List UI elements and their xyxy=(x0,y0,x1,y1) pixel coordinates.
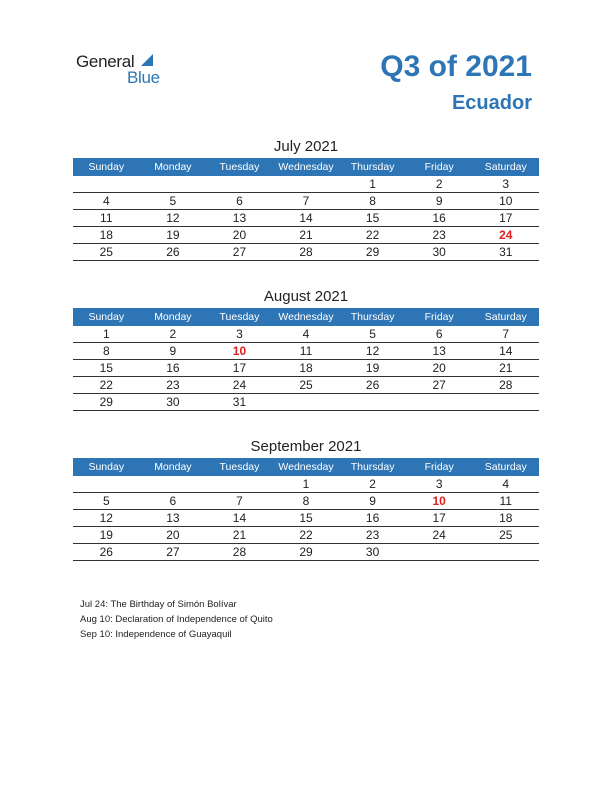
week-row xyxy=(73,510,539,527)
month-calendar-september xyxy=(73,436,539,561)
day-cell xyxy=(406,394,473,410)
day-cell: 27 xyxy=(432,378,446,392)
day-cell: 11 xyxy=(299,344,313,358)
month-calendar-august xyxy=(73,286,539,411)
day-cell: 12 xyxy=(99,511,113,525)
weekday-label: Sunday xyxy=(88,161,125,173)
day-cell: 13 xyxy=(232,211,247,225)
day-cell xyxy=(472,544,539,560)
day-cell: 18 xyxy=(99,228,113,242)
day-cell: 9 xyxy=(169,344,177,358)
week-row xyxy=(73,244,539,261)
day-cell: 25 xyxy=(99,245,113,259)
day-cell: 25 xyxy=(299,378,313,392)
day-cell: 7 xyxy=(502,327,510,341)
logo-blue-text: Blue xyxy=(127,68,160,87)
day-cell: 28 xyxy=(499,378,513,392)
day-cell: 7 xyxy=(236,494,243,508)
day-cell: 2 xyxy=(435,177,443,191)
day-cell: 13 xyxy=(432,344,446,358)
weekday-label: Thursday xyxy=(350,311,395,323)
weekday-label: Monday xyxy=(154,161,192,173)
weekday-label: Monday xyxy=(154,311,192,323)
day-cell: 28 xyxy=(299,245,313,259)
day-cell: 3 xyxy=(502,177,510,191)
day-cell: 13 xyxy=(166,511,180,525)
day-cell xyxy=(339,394,406,410)
weekday-label: Tuesday xyxy=(219,161,260,173)
day-cell: 5 xyxy=(369,327,376,341)
day-cell: 1 xyxy=(102,327,110,341)
day-cell: 29 xyxy=(365,245,380,259)
weekday-label: Wednesday xyxy=(278,311,334,323)
weekday-label: Thursday xyxy=(350,161,395,173)
day-cell: 2 xyxy=(169,327,177,341)
day-cell: 4 xyxy=(502,477,510,491)
day-cell: 22 xyxy=(299,528,313,542)
day-cell: 22 xyxy=(99,378,113,392)
logo-general-text: General xyxy=(76,52,135,71)
day-cell: 6 xyxy=(435,327,443,341)
page-title: Q3 of 2021 xyxy=(380,50,532,83)
day-cell xyxy=(472,394,539,410)
day-cell: 16 xyxy=(432,211,446,225)
day-cell: 15 xyxy=(99,361,113,375)
holiday-day-cell: 10 xyxy=(232,344,247,358)
day-cell xyxy=(273,394,340,410)
week-row xyxy=(73,377,539,394)
weekday-label: Sunday xyxy=(88,461,125,473)
day-cell: 26 xyxy=(365,378,380,392)
day-cell xyxy=(140,476,207,492)
day-cell: 23 xyxy=(432,228,446,242)
day-cell: 17 xyxy=(432,511,446,525)
day-cell: 4 xyxy=(302,327,310,341)
day-cell: 6 xyxy=(236,194,243,208)
holiday-day-cell: 10 xyxy=(432,494,446,508)
weekday-header xyxy=(73,158,539,176)
day-cell: 11 xyxy=(499,494,512,508)
day-cell: 3 xyxy=(236,327,243,341)
day-cell: 22 xyxy=(365,228,380,242)
weekday-label: Friday xyxy=(424,311,454,323)
day-cell: 9 xyxy=(435,194,443,208)
week-row xyxy=(73,343,539,360)
day-cell: 29 xyxy=(99,395,113,409)
day-cell: 24 xyxy=(232,378,247,392)
day-cell xyxy=(273,176,340,192)
day-cell: 5 xyxy=(169,194,177,208)
week-row xyxy=(73,544,539,561)
day-cell: 31 xyxy=(232,395,247,409)
week-row xyxy=(73,476,539,493)
day-cell: 26 xyxy=(166,245,180,259)
week-row xyxy=(73,227,539,244)
day-cell: 24 xyxy=(432,528,446,542)
month-title: July 2021 xyxy=(273,138,339,155)
day-cell: 29 xyxy=(299,545,313,559)
day-cell: 20 xyxy=(166,528,180,542)
weekday-label: Friday xyxy=(424,461,454,473)
day-cell: 7 xyxy=(302,194,310,208)
holiday-note: Sep 10: Independence of Guayaquil xyxy=(80,629,232,640)
week-row xyxy=(73,326,539,343)
day-cell: 5 xyxy=(102,494,110,508)
day-cell: 2 xyxy=(369,477,376,491)
day-cell: 14 xyxy=(299,211,313,225)
week-row xyxy=(73,394,539,411)
day-cell: 19 xyxy=(166,228,180,242)
generalblue-logo xyxy=(76,52,176,88)
holiday-notes xyxy=(80,597,273,642)
day-cell: 17 xyxy=(232,361,247,375)
day-cell: 20 xyxy=(432,361,446,375)
day-cell: 18 xyxy=(299,361,313,375)
holiday-note: Jul 24: The Birthday of Simón Bolívar xyxy=(80,599,237,610)
country-name: Ecuador xyxy=(451,92,532,114)
day-cell: 26 xyxy=(99,545,113,559)
day-cell xyxy=(140,176,207,192)
day-cell: 21 xyxy=(232,528,247,542)
day-cell: 17 xyxy=(499,211,513,225)
month-title: September 2021 xyxy=(250,438,362,455)
weekday-label: Sunday xyxy=(88,311,125,323)
day-cell: 1 xyxy=(369,177,376,191)
day-cell: 14 xyxy=(232,511,247,525)
day-cell xyxy=(206,476,273,492)
weekday-label: Monday xyxy=(154,461,192,473)
day-cell: 21 xyxy=(499,361,513,375)
day-cell: 15 xyxy=(299,511,313,525)
day-cell: 30 xyxy=(365,545,380,559)
day-cell: 23 xyxy=(365,528,380,542)
day-cell: 18 xyxy=(499,511,513,525)
weekday-label: Friday xyxy=(424,161,454,173)
day-cell: 23 xyxy=(166,378,180,392)
day-cell: 31 xyxy=(499,245,513,259)
day-cell: 27 xyxy=(232,245,247,259)
day-cell xyxy=(73,176,140,192)
day-cell: 3 xyxy=(435,477,443,491)
weekday-label: Tuesday xyxy=(219,461,260,473)
day-cell: 25 xyxy=(499,528,513,542)
day-cell: 8 xyxy=(302,494,310,508)
holiday-day-cell: 24 xyxy=(499,228,513,242)
week-row xyxy=(73,493,539,510)
weekday-label: Wednesday xyxy=(278,161,334,173)
day-cell: 20 xyxy=(232,228,247,242)
weekday-label: Wednesday xyxy=(278,461,334,473)
week-row xyxy=(73,176,539,193)
day-cell xyxy=(406,544,473,560)
day-cell: 6 xyxy=(169,494,177,508)
day-cell: 1 xyxy=(302,477,310,491)
month-calendar-july xyxy=(73,136,539,261)
day-cell: 16 xyxy=(166,361,180,375)
day-cell: 9 xyxy=(369,494,376,508)
day-cell: 15 xyxy=(365,211,380,225)
day-cell: 30 xyxy=(432,245,446,259)
day-cell: 8 xyxy=(102,344,110,358)
weekday-label: Saturday xyxy=(484,161,527,173)
day-cell: 28 xyxy=(232,545,247,559)
weekday-header xyxy=(73,458,539,476)
week-row xyxy=(73,210,539,227)
weekday-label: Saturday xyxy=(484,461,527,473)
week-row xyxy=(73,193,539,210)
week-row xyxy=(73,527,539,544)
week-row xyxy=(73,360,539,377)
day-cell: 11 xyxy=(100,211,113,225)
day-cell xyxy=(206,176,273,192)
day-cell xyxy=(73,476,140,492)
weekday-label: Thursday xyxy=(350,461,395,473)
weekday-header xyxy=(73,308,539,326)
logo-flag-icon xyxy=(141,54,153,66)
day-cell: 4 xyxy=(102,194,110,208)
day-cell: 14 xyxy=(499,344,513,358)
day-cell: 19 xyxy=(99,528,113,542)
day-cell: 27 xyxy=(166,545,180,559)
month-title: August 2021 xyxy=(263,288,349,305)
day-cell: 10 xyxy=(499,194,513,208)
weekday-label: Saturday xyxy=(484,311,527,323)
day-cell: 12 xyxy=(166,211,180,225)
day-cell: 8 xyxy=(369,194,376,208)
day-cell: 16 xyxy=(365,511,380,525)
day-cell: 19 xyxy=(365,361,380,375)
holiday-note: Aug 10: Declaration of Independence of Quito xyxy=(80,614,273,625)
day-cell: 12 xyxy=(365,344,380,358)
day-cell: 30 xyxy=(166,395,180,409)
weekday-label: Tuesday xyxy=(219,311,260,323)
day-cell: 21 xyxy=(299,228,313,242)
